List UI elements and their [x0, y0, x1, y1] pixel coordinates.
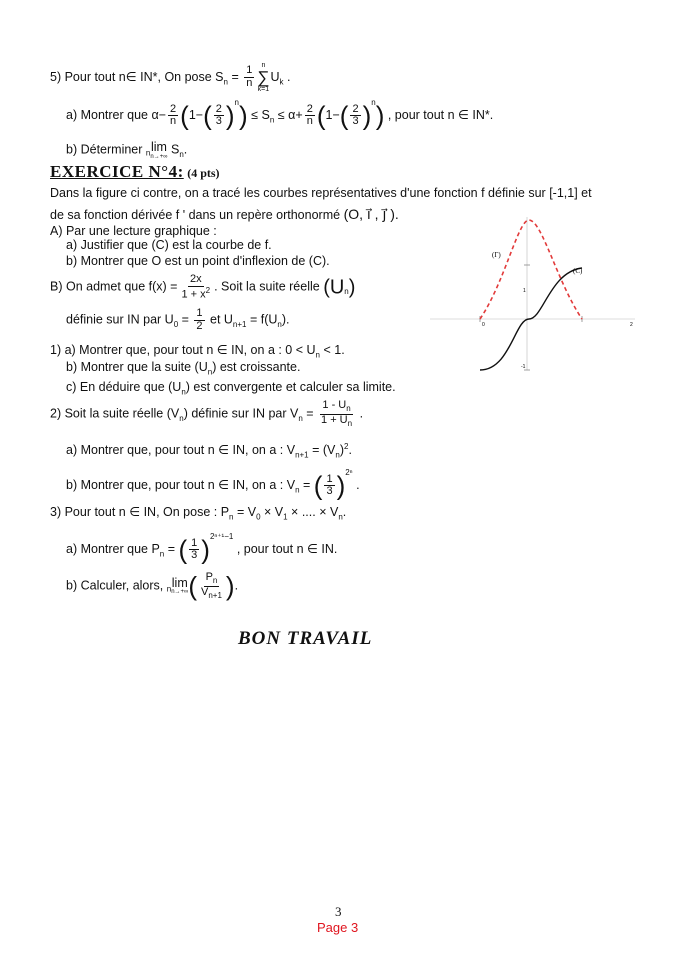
frame-notation: (O, i⃗ , j⃗ ).	[343, 206, 399, 222]
in-symbol: ∈	[125, 69, 137, 84]
period: .	[183, 142, 188, 157]
sub-n: n	[344, 287, 349, 297]
frac-2-over-3	[350, 104, 360, 128]
q2b-end: .	[352, 478, 360, 492]
frac-num	[204, 572, 220, 587]
sub-n: n	[277, 319, 282, 329]
den-base: 1 + x	[181, 288, 206, 301]
sub-n: n	[298, 413, 303, 423]
plus: +	[295, 108, 303, 122]
label-y-neg-one: -1	[521, 364, 526, 370]
q3-text: 3) Pour tout n ∈ IN, On pose : P	[50, 505, 230, 519]
sub-n1: n+1	[295, 450, 309, 460]
frac-num: 1	[191, 536, 198, 549]
frac-1-over-2	[194, 308, 204, 332]
label-y-one: 1	[523, 288, 526, 294]
frac-num: 2	[170, 102, 177, 115]
part-a-title: A) Par une lecture graphique :	[50, 224, 217, 238]
sub-n1: n+1	[232, 319, 247, 329]
sub-n: n	[179, 413, 184, 423]
frac-den	[179, 287, 212, 301]
q5a-tail: , pour tout n ∈ IN*.	[387, 108, 494, 122]
q5a-statement: a) Montrer que α− $\frac{2}{n}$ (1−( $\frac{2}{3}$ )$^n) \le S_n \le \alpha+$ $\frac{2}{n}$ (1−( $\frac{2}{3}$ )$^n$) , pour tout n ∈ IN*.	[66, 98, 494, 131]
q2-end: .	[356, 406, 364, 421]
function-graph	[430, 212, 640, 372]
statement-line-2-text: de sa fonction dérivée f ' dans un repère orthonormé	[50, 208, 341, 222]
exp-2n1-minus-1: 2ⁿ⁺¹−1	[209, 532, 234, 541]
lim-under: n→+∞	[150, 153, 168, 160]
p-letter: P	[205, 571, 213, 583]
sub-n: n	[179, 150, 184, 160]
sub-n: n	[335, 450, 340, 460]
exp-n: n	[234, 98, 239, 107]
q1a-end: < 1.	[320, 343, 345, 357]
q5b-statement	[66, 141, 187, 160]
def-text-c: = f(U	[246, 312, 278, 327]
exp-n: n	[371, 98, 376, 107]
q2a-text: a) Montrer que, pour tout n ∈ IN, on a : V	[66, 443, 296, 458]
q5a-label: a) Montrer que	[66, 108, 148, 122]
le-symbol: ≤	[251, 108, 259, 122]
q3-statement	[50, 504, 346, 522]
q1b-end: ) est croissante.	[212, 360, 301, 374]
frac-2-over-3	[214, 104, 224, 128]
set-nstar: IN*	[140, 69, 158, 84]
exercise-title: EXERCICE N°4:	[50, 162, 184, 181]
frac-num: 1	[246, 64, 253, 77]
q1b-text: b) Montrer que la suite (U	[66, 360, 208, 374]
label-x-two: 2	[630, 322, 633, 328]
equals: =	[178, 312, 193, 327]
sum-sign	[257, 62, 269, 93]
equals: =	[299, 478, 314, 492]
sub-0: 0	[256, 512, 261, 522]
q5-text-b: , On pose S	[157, 69, 224, 84]
q5-text: 5) Pour tout n	[50, 69, 126, 84]
fx-fraction	[179, 274, 212, 301]
frac-num: 2	[352, 102, 359, 115]
q3b: b) Calculer, alors, $_n$ lim n→+∞ ( $\frac{P_n}{V_{n+1}}$ ).	[66, 571, 239, 602]
q3a: a) Montrer que $P_n$ = ( $\frac{1}{3}$ )$^{2^{n+1}-1}$ , pour tout n ∈ IN.	[66, 532, 338, 565]
q3b-text: b) Calculer, alors,	[66, 578, 164, 593]
one-minus: 1−	[188, 108, 204, 122]
sub-0: 0	[173, 319, 179, 329]
equals: =	[227, 69, 243, 84]
sub-n: n	[338, 512, 343, 522]
paren-close: )	[348, 276, 356, 299]
sub-1: 1	[283, 512, 288, 522]
q5-statement	[50, 62, 290, 93]
alpha: α	[288, 108, 296, 122]
sub-n: n	[315, 350, 320, 360]
sub-n: n	[295, 485, 300, 495]
part-b-label: B) On admet que f(x) =	[50, 279, 178, 294]
sigma-icon: ∑	[257, 68, 270, 87]
limit	[171, 577, 188, 596]
fraction-1-over-n	[244, 65, 254, 89]
sub-n: n	[207, 367, 213, 377]
q2a-mid: = (V	[308, 443, 336, 458]
s-letter: S	[170, 142, 180, 157]
limit	[150, 141, 167, 160]
def-text-b: et U	[206, 312, 233, 327]
graph-grid	[430, 217, 635, 370]
q3-end: .	[342, 505, 347, 519]
q3b-end: .	[234, 578, 239, 593]
v-letter: V	[201, 585, 209, 598]
frac-den: 3	[191, 549, 198, 562]
q2-text: 2) Soit la suite réelle (V	[50, 406, 180, 421]
q1b	[66, 360, 300, 377]
num-text: 1 - U	[322, 399, 347, 411]
frac-den: n	[170, 115, 177, 128]
q3-text-b: = V	[233, 505, 257, 519]
q1a-text: 1) a) Montrer que, pour tout n ∈ IN, on a : 0 < U	[50, 343, 316, 357]
sum-top: n	[261, 62, 266, 69]
page-number: 3	[335, 904, 342, 919]
times-2: × .... × V	[287, 505, 339, 519]
q1a	[50, 342, 345, 360]
page-label: Page 3	[317, 920, 359, 935]
frac-den: 2	[196, 319, 203, 332]
le-symbol: ≤	[277, 108, 285, 122]
frac-den	[199, 587, 224, 601]
sub-n: n	[159, 549, 165, 559]
s-letter: S	[261, 108, 270, 122]
equals: =	[302, 406, 318, 421]
frac-num: 2	[306, 102, 313, 115]
label-c: (C)	[573, 267, 583, 275]
sub-n: n	[223, 77, 228, 87]
frac-num: 1	[196, 307, 203, 319]
q2-text-mid: ) définie sur IN par V	[183, 406, 299, 421]
v-fraction	[319, 400, 354, 428]
sub-n1: n+1	[208, 590, 222, 600]
part-b-definition	[66, 308, 290, 332]
sub-n: n	[181, 387, 186, 397]
statement-line-1: Dans la figure ci contre, on a tracé les courbes représentatives d'une fonction f définie sur [-1,1] et	[50, 186, 592, 200]
exp-2: 2	[344, 442, 349, 451]
q3a-end: , pour tout n ∈ IN.	[233, 542, 338, 556]
sub-n: n	[229, 512, 234, 522]
one-minus: 1−	[325, 108, 340, 122]
sub-n: n	[347, 418, 353, 428]
sum-bottom: k=1	[257, 86, 270, 93]
lim-word: lim	[171, 575, 188, 590]
part-a-q-b: b) Montrer que O est un point d'inflexion de (C).	[66, 254, 330, 268]
part-b-statement	[50, 274, 355, 301]
equals: =	[164, 542, 179, 556]
u-seq: (U	[323, 276, 345, 299]
q2a-end: .	[348, 443, 352, 458]
frac-den: n	[246, 77, 253, 89]
closing-text: BON TRAVAIL	[238, 628, 373, 649]
part-b-tail: . Soit la suite réelle	[214, 279, 320, 294]
statement-line-2	[50, 206, 399, 223]
q5b-label: b) Déterminer	[66, 142, 143, 157]
derivative-curve-gamma	[480, 220, 582, 319]
lim-sub: n	[145, 148, 151, 158]
part-a-q-a: a) Justifier que (C) est la courbe de f.	[66, 238, 272, 252]
q2-statement	[50, 400, 363, 428]
q2b-text: b) Montrer que, pour tout n ∈ IN, on a : V	[66, 478, 296, 492]
q5-end: .	[283, 69, 291, 84]
sub-n: n	[346, 404, 351, 414]
label-origin: 0	[482, 322, 485, 328]
frac-num: 2	[215, 102, 222, 115]
q1c-end: ) est convergente et calculer sa limite.	[185, 380, 396, 394]
frac-num: 2x	[189, 273, 202, 285]
frac-den: n	[306, 115, 313, 128]
q2a: a) Montrer que, pour tout n ∈ IN, on a : $V_{n+1} = (V_n)^2$.	[66, 442, 352, 460]
frac-1-over-3	[189, 538, 199, 562]
frac-num: 1	[326, 472, 333, 485]
sub-n: n	[269, 115, 275, 125]
frac-den: 3	[326, 485, 333, 498]
lim-word: lim	[150, 140, 167, 154]
lim-sub: n	[166, 584, 172, 594]
times-1: × V	[260, 505, 284, 519]
def-text-a: définie sur IN par U	[66, 312, 174, 327]
alpha: α	[151, 108, 159, 122]
frac-2-over-n	[168, 104, 178, 128]
exercise-points: (4 pts)	[187, 166, 220, 180]
frac-den	[319, 415, 354, 429]
q1c	[66, 380, 396, 397]
den-exp: 2	[205, 285, 211, 295]
frac-1-over-3	[324, 474, 334, 498]
q3a-text: a) Montrer que P	[66, 542, 160, 556]
exercise-heading	[50, 162, 220, 182]
frac-den: 3	[215, 115, 222, 128]
minus: −	[158, 108, 167, 122]
lim-under: n→+∞	[171, 589, 189, 596]
q2b: b) Montrer que, pour tout n ∈ IN, on a : $V_n$ = ( $\frac{1}{3}$ )$^{2^n}$ .	[66, 468, 360, 501]
label-gamma: (Γ)	[492, 251, 501, 259]
frac-den: 3	[352, 115, 359, 128]
exp-2n: 2ⁿ	[345, 468, 353, 477]
sub-k: k	[279, 77, 284, 87]
def-text-d: ).	[281, 312, 290, 327]
sub-n: n	[212, 576, 218, 586]
frac-num	[320, 400, 352, 415]
u-letter: U	[270, 69, 280, 84]
frac-p-over-v	[199, 572, 224, 600]
frac-2-over-n	[305, 104, 315, 128]
den-text: 1 + U	[321, 413, 348, 426]
q1c-text: c) En déduire que (U	[66, 380, 182, 394]
